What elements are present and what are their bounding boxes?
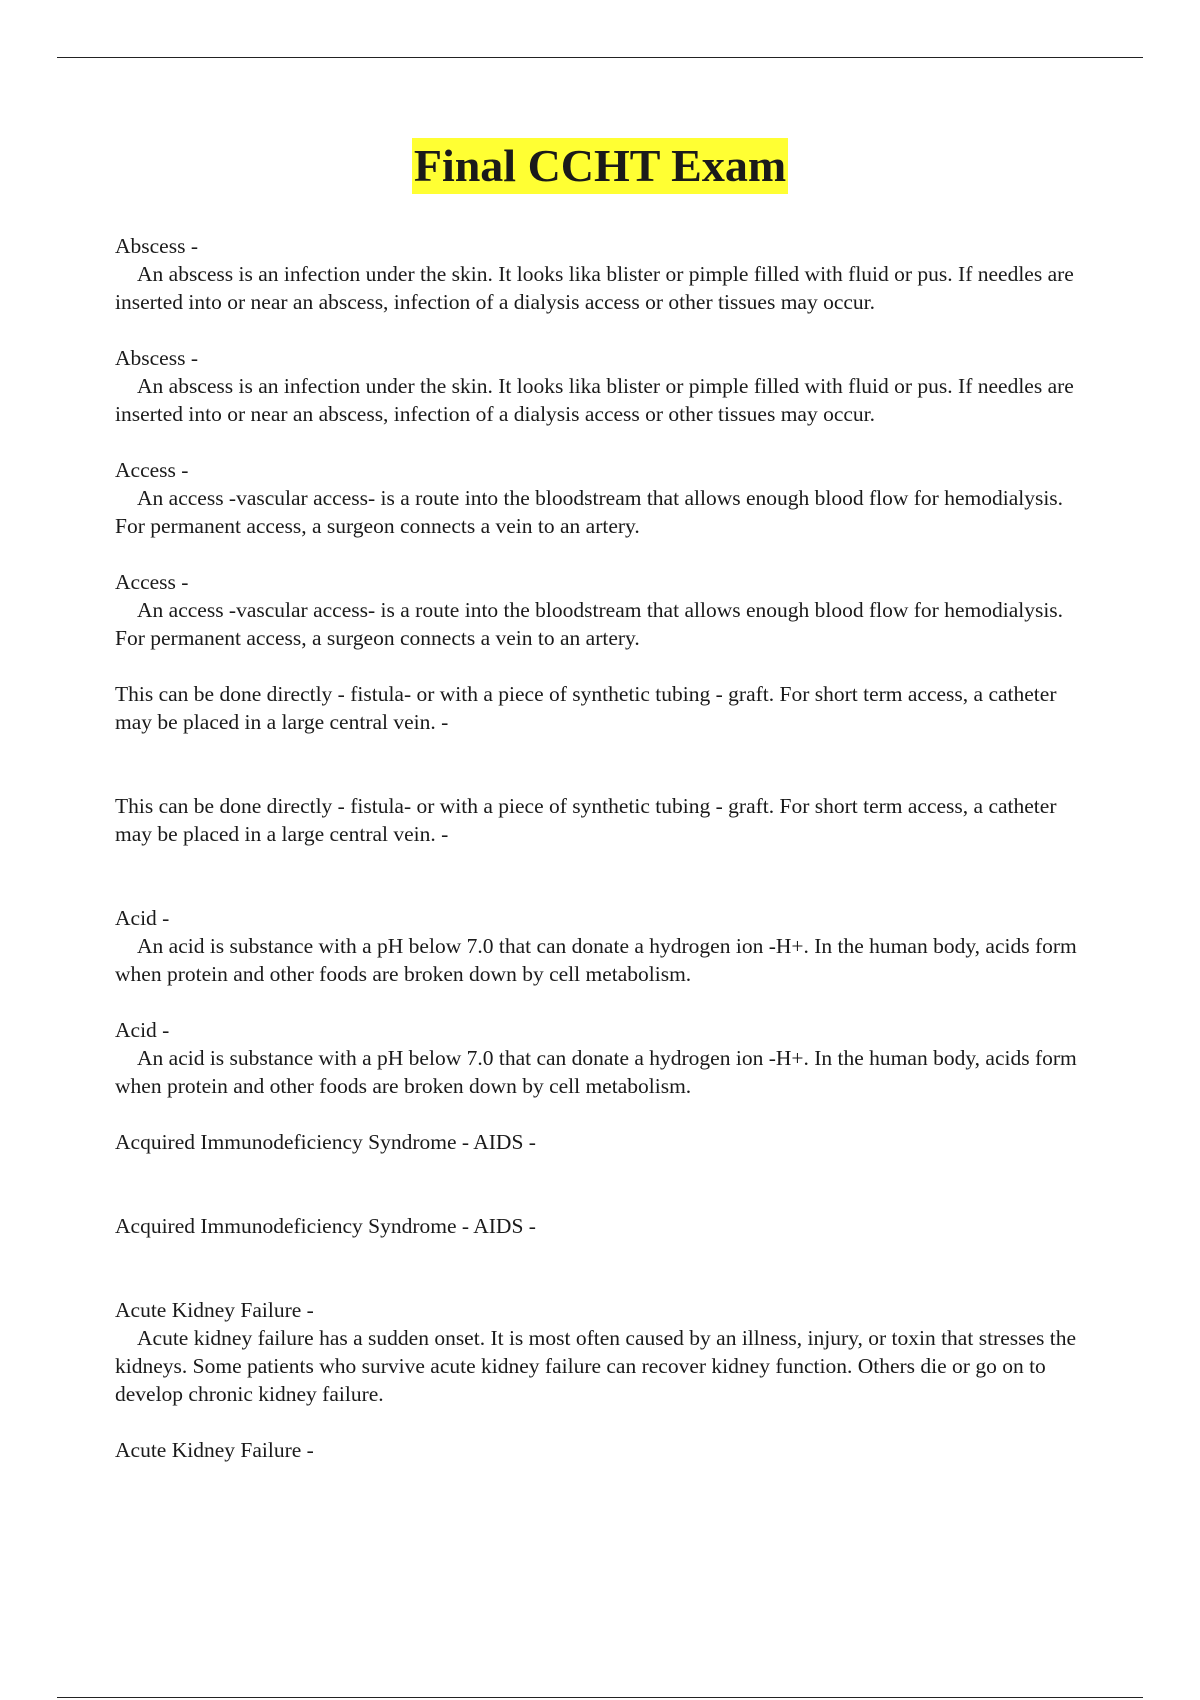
entry-term: Abscess - <box>115 234 198 258</box>
entry-term: Acute Kidney Failure - <box>115 1438 314 1462</box>
entry-term: Acquired Immunodeficiency Syndrome - AIDS - <box>115 1130 536 1154</box>
entry-definition: An abscess is an infection under the skin. It looks lika blister or pimple filled with fluid or pus. If needles are inserted into or near an abscess, infection of a dialysis access or other tissues may occur. <box>115 262 1074 314</box>
title-area <box>0 138 1200 194</box>
entry-definition: An access -vascular access- is a route into the bloodstream that allows enough blood flow for hemodialysis. For permanent access, a surgeon connects a vein to an artery. <box>115 486 1064 538</box>
document-title: Final CCHT Exam <box>412 138 788 194</box>
entry-paragraph: This can be done directly - fistula- or with a piece of synthetic tubing - graft. For short term access, a catheter may be placed in a large central vein. - <box>115 794 1057 846</box>
entry-access-1 <box>115 456 1095 540</box>
entry-acute-kidney-failure-2 <box>115 1436 1095 1464</box>
bottom-rule <box>57 1697 1143 1698</box>
entry-term: Access - <box>115 570 189 594</box>
entry-access-2 <box>115 568 1095 652</box>
entry-term: Acquired Immunodeficiency Syndrome - AIDS - <box>115 1214 536 1238</box>
entry-acid-1 <box>115 904 1095 988</box>
entry-abscess-1 <box>115 232 1095 316</box>
entry-term: Acute Kidney Failure - <box>115 1298 314 1322</box>
entry-term: Acid - <box>115 906 170 930</box>
entry-definition: An acid is substance with a pH below 7.0 that can donate a hydrogen ion -H+. In the human body, acids form when protein and other foods are broken down by cell metabolism. <box>115 934 1077 986</box>
entry-paragraph: This can be done directly - fistula- or with a piece of synthetic tubing - graft. For short term access, a catheter may be placed in a large central vein. - <box>115 682 1057 734</box>
top-rule <box>57 57 1143 58</box>
entry-definition: An abscess is an infection under the skin. It looks lika blister or pimple filled with fluid or pus. If needles are inserted into or near an abscess, infection of a dialysis access or other tissues may occur. <box>115 374 1074 426</box>
paragraph-access-cont-1 <box>115 680 1095 736</box>
entry-term: Abscess - <box>115 346 198 370</box>
entry-term: Acid - <box>115 1018 170 1042</box>
entry-acute-kidney-failure-1 <box>115 1296 1095 1408</box>
entry-aids-1 <box>115 1128 1095 1156</box>
entry-definition: Acute kidney failure has a sudden onset. It is most often caused by an illness, injury, or toxin that stresses the kidneys. Some patients who survive acute kidney failure can recover kidney function. Others die or go on to develop chronic kidney failure. <box>115 1326 1077 1406</box>
entry-definition: An access -vascular access- is a route into the bloodstream that allows enough blood flow for hemodialysis. For permanent access, a surgeon connects a vein to an artery. <box>115 598 1064 650</box>
paragraph-access-cont-2 <box>115 792 1095 848</box>
entry-acid-2 <box>115 1016 1095 1100</box>
document-body <box>115 232 1095 1464</box>
entry-term: Access - <box>115 458 189 482</box>
entry-definition: An acid is substance with a pH below 7.0 that can donate a hydrogen ion -H+. In the human body, acids form when protein and other foods are broken down by cell metabolism. <box>115 1046 1077 1098</box>
entry-aids-2 <box>115 1212 1095 1240</box>
entry-abscess-2 <box>115 344 1095 428</box>
